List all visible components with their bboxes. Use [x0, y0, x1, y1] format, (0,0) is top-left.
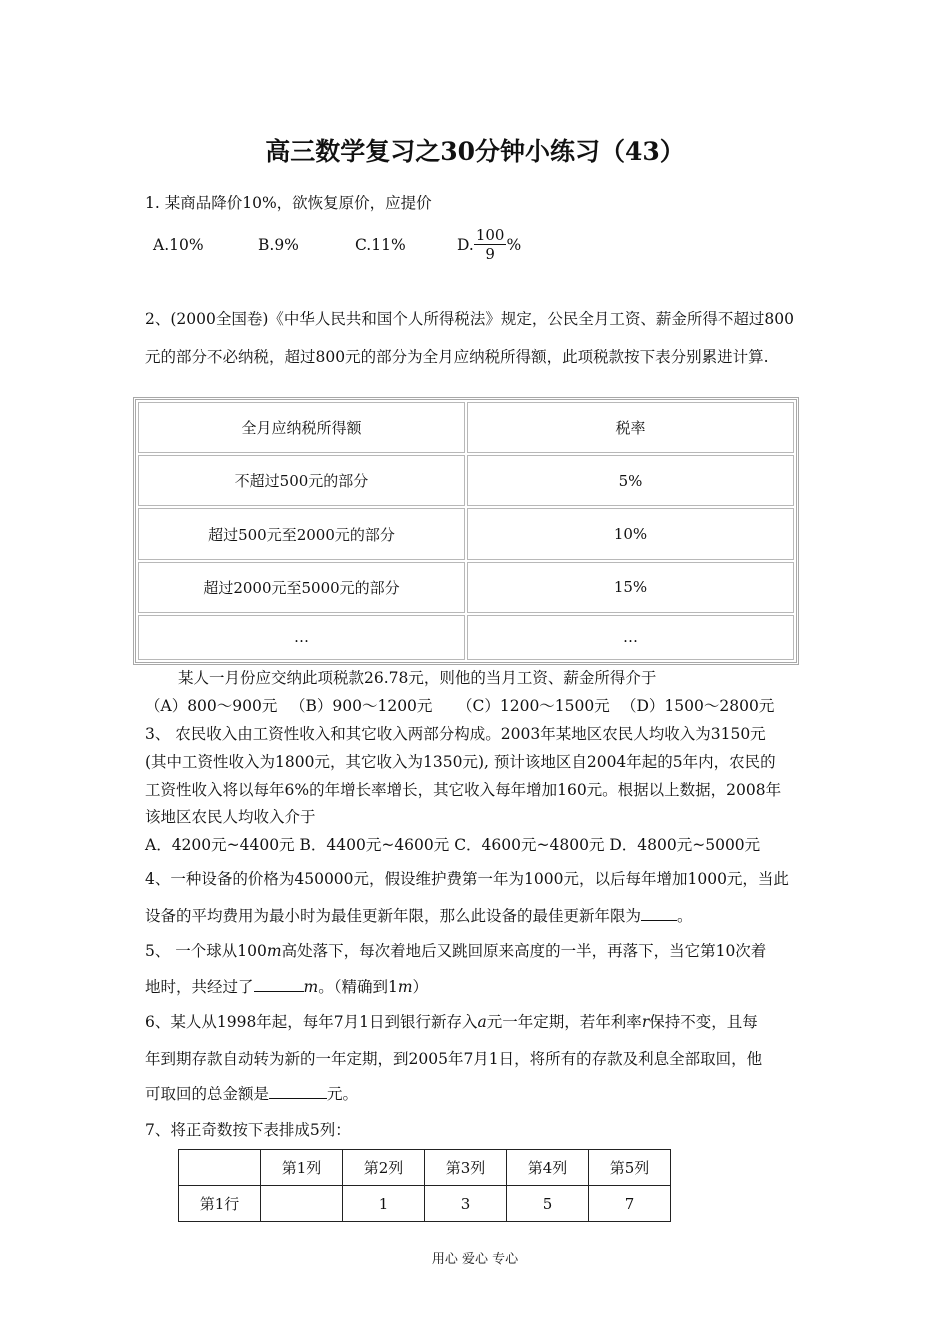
q1-option-d-prefix: D. [457, 235, 474, 254]
table-cell: 超过500元至2000元的部分 [138, 508, 465, 559]
table-cell: 7 [589, 1186, 671, 1222]
table-cell: 不超过500元的部分 [138, 455, 465, 506]
q6-text-e: 元。 [327, 1085, 359, 1103]
answer-blank [269, 1084, 327, 1099]
q6-text-d: 可取回的总金额是 [145, 1085, 270, 1103]
q2-line-1: 2、(2000全国卷)《中华人民共和国个人所得税法》规定，公民全月工资、薪金所得不超过800 [145, 310, 794, 328]
page-footer: 用心 爱心 专心 [431, 1252, 519, 1267]
tax-rate-table [133, 397, 799, 665]
q6-text-b: 元一年定期，若年利率 [486, 1013, 642, 1031]
q1-option-b: B.9% [258, 236, 299, 254]
q3-options: A．4200元~4400元 B．4400元~4600元 C．4600元~4800元 D．4800元~5000元 [145, 836, 761, 854]
q6-line-3 [145, 1082, 358, 1104]
fraction-denominator: 9 [485, 245, 495, 263]
q2-option-b: （B）900～1200元 [290, 697, 433, 715]
q6-var-a: a [477, 1013, 487, 1031]
q1-option-d [457, 226, 521, 263]
q2-after-text: 某人一月份应交纳此项税款26.78元，则他的当月工资、薪金所得介于 [178, 669, 657, 687]
q3-line-2: (其中工资性收入为1800元，其它收入为1350元), 预计该地区自2004年起的5年内，农民的 [145, 753, 776, 771]
table-header-cell: 第2列 [343, 1150, 425, 1186]
q5-line-1 [145, 939, 766, 961]
table-cell [261, 1186, 343, 1222]
q6-text-a: 6、某人从1998年起，每年7月1日到银行新存入 [145, 1013, 478, 1031]
table-cell: 1 [343, 1186, 425, 1222]
q1-option-a: A.10% [153, 236, 204, 254]
q7-stem: 7、将正奇数按下表排成5列： [145, 1121, 351, 1139]
q1-option-c: C.11% [355, 236, 406, 254]
table-header-row [138, 402, 794, 453]
table-header-cell: 第3列 [425, 1150, 507, 1186]
q6-line-2: 年到期存款自动转为新的一年定期，到2005年7月1日，将所有的存款及利息全部取回，他 [145, 1050, 763, 1068]
q3-line-4: 该地区农民人均收入介于 [145, 808, 316, 826]
table-cell: … [138, 615, 465, 660]
q2-option-c: （C）1200～1500元 [457, 697, 610, 715]
q5-text-a: 5、 一个球从100 [145, 942, 267, 960]
q6-text-c: 保持不变，且每 [649, 1013, 758, 1031]
table-row [138, 508, 794, 559]
q2-option-d: （D）1500～2800元 [621, 697, 775, 715]
page-title: 高三数学复习之30分钟小练习（43） [265, 137, 685, 166]
table-row [138, 615, 794, 660]
q5-unit-m: m [303, 978, 319, 996]
q6-var-r: r [641, 1013, 650, 1031]
table-cell: 超过2000元至5000元的部分 [138, 562, 465, 613]
table-cell: 第1行 [179, 1186, 261, 1222]
q5-text-c: 地时，共经过了 [145, 978, 254, 996]
table-cell: 3 [425, 1186, 507, 1222]
q5-text-b: 高处落下，每次着地后又跳回原来高度的一半，再落下，当它第10次着 [281, 942, 767, 960]
q1-stem: 1. 某商品降价10%，欲恢复原价，应提价 [145, 194, 432, 212]
table-header-cell: 第5列 [589, 1150, 671, 1186]
table-header-cell: 第4列 [507, 1150, 589, 1186]
q3-line-3: 工资性收入将以每年6%的年增长率增长，其它收入每年增加160元。根据以上数据，2008年 [145, 781, 782, 799]
q4-line-2-text: 设备的平均费用为最小时为最佳更新年限，那么此设备的最佳更新年限为 [145, 907, 642, 925]
q3-line-1: 3、 农民收入由工资性收入和其它收入两部分构成。2003年某地区农民人均收入为3150元 [145, 725, 766, 743]
table-header-cell: 税率 [467, 402, 794, 453]
odd-number-table [178, 1149, 671, 1222]
q5-unit-m: m [266, 942, 282, 960]
q5-line-2 [145, 975, 428, 997]
q1-option-d-suffix: % [506, 235, 522, 254]
table-header-cell [179, 1150, 261, 1186]
fraction-numerator: 100 [475, 226, 505, 244]
q5-text-d: 。（精确到1 [318, 978, 398, 996]
table-cell: 5% [467, 455, 794, 506]
table-row [138, 455, 794, 506]
q5-unit-m: m [397, 978, 413, 996]
answer-blank [641, 906, 677, 921]
q4-line-2 [145, 904, 693, 926]
q4-line-2-end: 。 [677, 907, 693, 925]
table-cell: … [467, 615, 794, 660]
q2-option-a: （A）800～900元 [145, 697, 278, 715]
table-header-row [179, 1150, 671, 1186]
table-row [179, 1186, 671, 1222]
table-header-cell: 第1列 [261, 1150, 343, 1186]
table-cell: 10% [467, 508, 794, 559]
q6-line-1 [145, 1010, 758, 1032]
table-row [138, 562, 794, 613]
q2-line-2: 元的部分不必纳税，超过800元的部分为全月应纳税所得额，此项税款按下表分别累进计算. [145, 348, 769, 366]
table-cell: 15% [467, 562, 794, 613]
table-header-cell: 全月应纳税所得额 [138, 402, 465, 453]
q4-line-1: 4、一种设备的价格为450000元，假设维护费第一年为1000元，以后每年增加1000元，当此 [145, 870, 789, 888]
answer-blank [254, 977, 304, 992]
q1-option-d-fraction [474, 226, 507, 263]
q5-text-e: ） [412, 978, 429, 996]
table-cell: 5 [507, 1186, 589, 1222]
